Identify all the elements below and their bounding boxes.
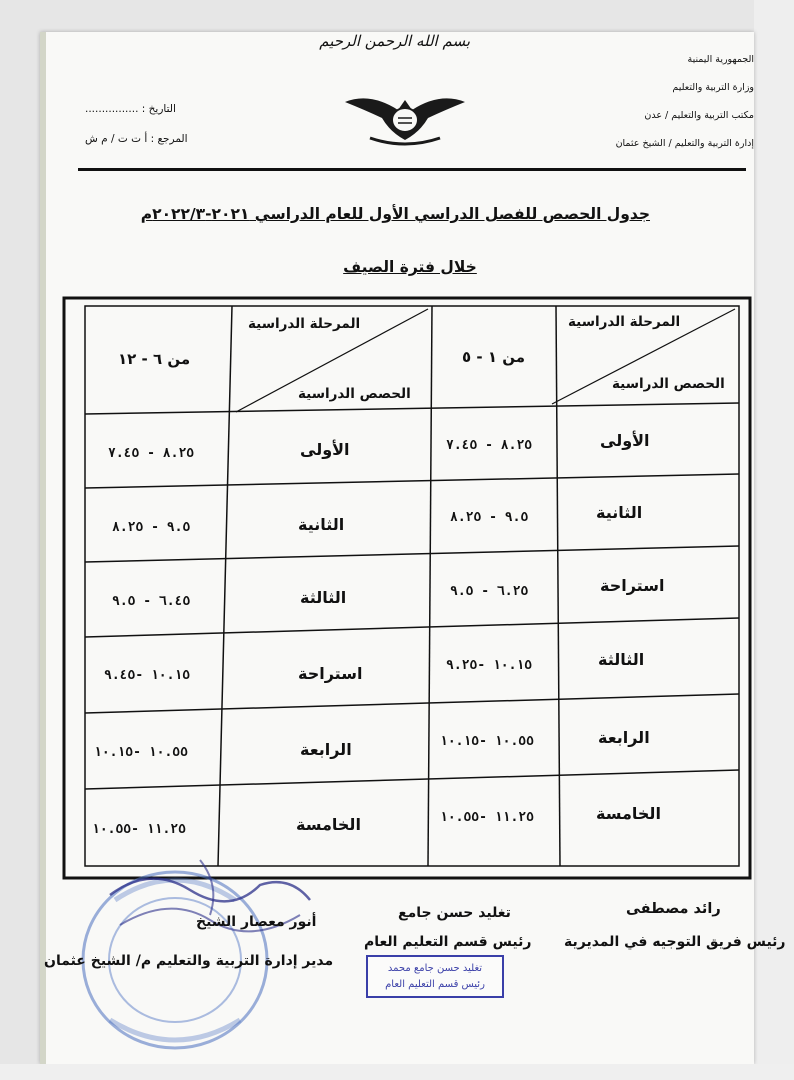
group-2-range: من ٦ - ١٢	[118, 350, 191, 368]
header-stage-label-b: المرحلة الدراسية	[248, 316, 361, 332]
row-6-time-a: ١١.٢٥ -١٠.٥٥	[440, 810, 534, 825]
row-4-period-a: الثالثة	[598, 650, 645, 669]
basmala: بسم الله الرحمن الرحيم	[319, 32, 470, 50]
signature-2-title: رئيس قسم التعليم العام	[364, 934, 532, 950]
row-5-period-b: الرابعة	[300, 740, 352, 759]
row-4-time-b: ١٠.١٥ -٩.٤٥	[104, 668, 191, 683]
row-4-period-b: استراحة	[298, 664, 363, 683]
letterhead-line-4: إدارة التربية والتعليم / الشيخ عثمان	[615, 138, 754, 149]
row-2-period-a: الثانية	[596, 503, 643, 522]
row-2-period-b: الثانية	[298, 515, 345, 534]
row-3-period-a: استراحة	[600, 576, 665, 595]
row-3-time-b: ٦.٤٥ - ٩.٥	[112, 594, 191, 609]
header-period-label-b: الحصص الدراسية	[298, 386, 411, 402]
stamp-line-1: تغليد حسن جامع محمد	[387, 963, 483, 974]
row-2-time-b: ٩.٥ - ٨.٢٥	[112, 520, 191, 535]
row-6-period-a: الخامسة	[596, 804, 661, 823]
date-field: التاريخ : ................	[85, 103, 176, 115]
row-4-time-a: ١٠.١٥ -٩.٢٥	[446, 658, 533, 673]
row-3-period-b: الثالثة	[300, 588, 347, 607]
signature-3-title: مدير إدارة التربية والتعليم م/ الشيخ عثمان	[44, 953, 334, 969]
signature-2-name: تغليد حسن جامع	[398, 905, 511, 921]
row-1-period-b: الأولى	[300, 440, 350, 459]
row-3-time-a: ٦.٢٥ - ٩.٥	[450, 584, 529, 599]
letterhead-line-2: وزارة التربية والتعليم	[672, 82, 754, 93]
reference-field: المرجع : أ ت ت / م ش	[85, 133, 188, 145]
signature-1-title: رئيس فريق التوجيه في المديرية	[564, 934, 786, 950]
row-1-period-a: الأولى	[600, 431, 650, 450]
official-stamp	[366, 955, 504, 998]
document-title: جدول الحصص للفصل الدراسي الأول للعام الدراسي ٢٠٢١-٢٠٢٢/٣م	[140, 205, 650, 223]
row-2-time-a: ٩.٥ - ٨.٢٥	[450, 510, 529, 525]
row-6-time-b: ١١.٢٥ -١٠.٥٥	[92, 822, 186, 837]
row-6-period-b: الخامسة	[296, 815, 361, 834]
header-stage-label-a: المرحلة الدراسية	[568, 314, 681, 330]
row-5-time-b: ١٠.٥٥ -١٠.١٥	[94, 745, 188, 760]
signature-3-name: أنور معصار الشيخ	[196, 914, 317, 930]
row-5-period-a: الرابعة	[598, 728, 650, 747]
letterhead-line-1: الجمهورية اليمنية	[687, 54, 754, 65]
letterhead-line-3: مكتب التربية والتعليم / عدن	[644, 110, 754, 121]
signature-1-name: رائد مصطفى	[626, 901, 721, 917]
handwritten-signature-icon	[90, 855, 330, 965]
row-1-time-b: ٨.٢٥ - ٧.٤٥	[108, 446, 195, 461]
stamp-line-2: رئيس قسم التعليم العام	[385, 979, 485, 990]
row-1-time-a: ٨.٢٥ - ٧.٤٥	[446, 438, 533, 453]
document-subtitle: خلال فترة الصيف	[343, 258, 477, 276]
header-period-label-a: الحصص الدراسية	[612, 376, 725, 392]
group-1-range: من ١ - ٥	[462, 348, 525, 366]
row-5-time-a: ١٠.٥٥ -١٠.١٥	[440, 734, 534, 749]
